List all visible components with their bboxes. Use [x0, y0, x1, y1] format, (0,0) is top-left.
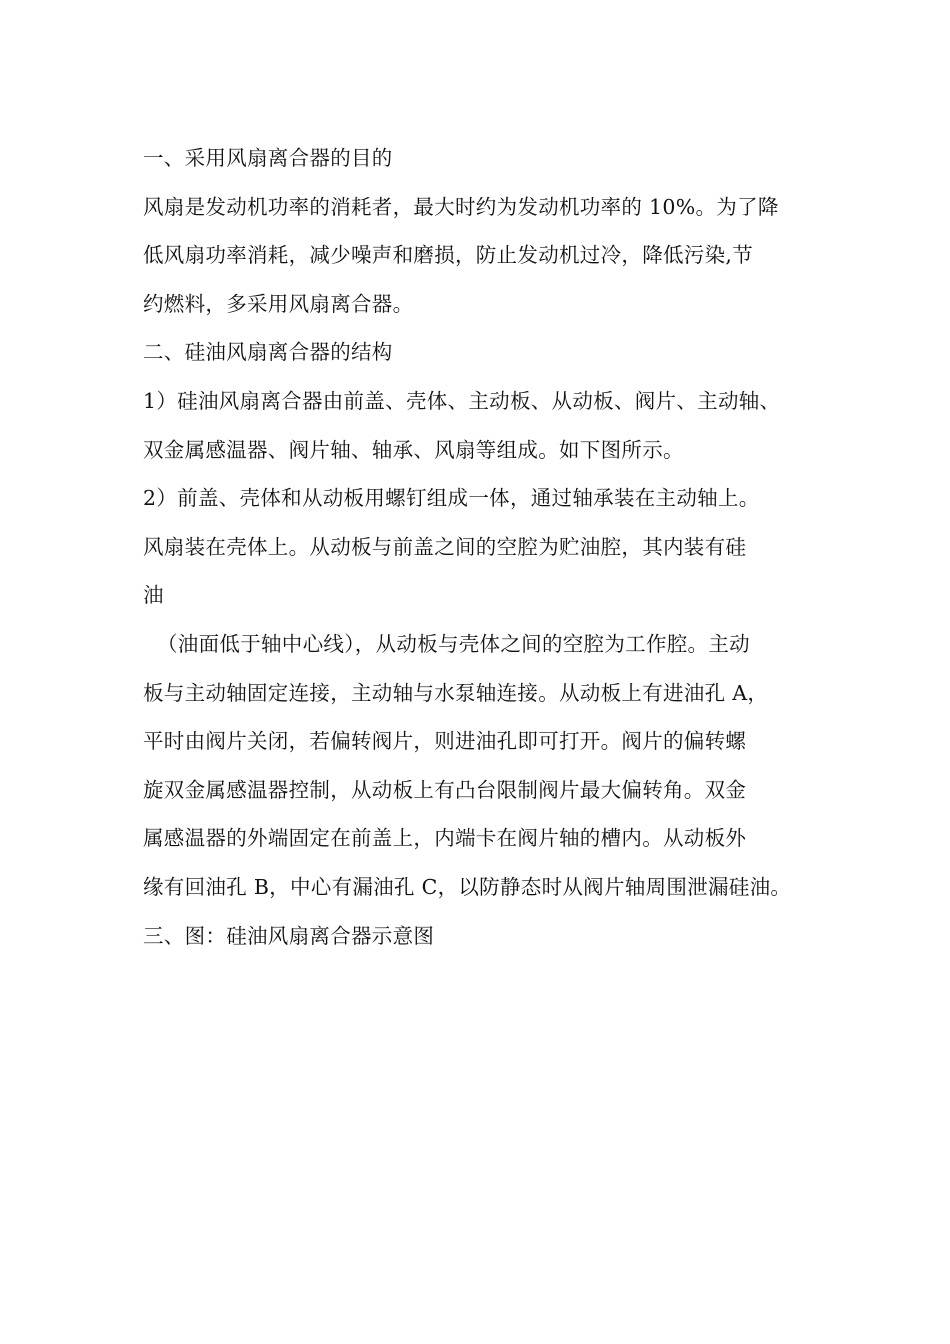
paragraph-line: 缘有回油孔 B，中心有漏油孔 C，以防静态时从阀片轴周围泄漏硅油。 [143, 874, 792, 899]
paragraph-line: 风扇是发动机功率的消耗者，最大时约为发动机功率的 10%。为了降 [143, 194, 779, 219]
paragraph-line: 属感温器的外端固定在前盖上，内端卡在阀片轴的槽内。从动板外 [143, 826, 747, 851]
paragraph-line: 低风扇功率消耗，减少噪声和磨损，防止发动机过冷，降低污染,节 [143, 243, 754, 268]
paragraph-line: 旋双金属感温器控制，从动板上有凸台限制阀片最大偏转角。双金 [143, 777, 747, 802]
paragraph-line: 2）前盖、壳体和从动板用螺钉组成一体，通过轴承装在主动轴上。 [143, 486, 760, 511]
paragraph-line: 1）硅油风扇离合器由前盖、壳体、主动板、从动板、阀片、主动轴、 [143, 388, 781, 413]
section-heading-figure: 三、图：硅油风扇离合器示意图 [143, 923, 435, 948]
paragraph-line: 油 [143, 583, 164, 608]
section-heading-structure: 二、硅油风扇离合器的结构 [143, 340, 393, 365]
paragraph-line: 平时由阀片关闭，若偏转阀片，则进油孔即可打开。阀片的偏转螺 [143, 729, 747, 754]
paragraph-line: 双金属感温器、阀片轴、轴承、风扇等组成。如下图所示。 [143, 437, 684, 462]
section-heading-purpose: 一、采用风扇离合器的目的 [143, 146, 393, 170]
document-body [143, 138, 823, 964]
paragraph-line: 约燃料，多采用风扇离合器。 [143, 291, 414, 316]
paragraph-line: （油面低于轴中心线），从动板与壳体之间的空腔为工作腔。主动 [157, 631, 750, 656]
paragraph-line: 风扇装在壳体上。从动板与前盖之间的空腔为贮油腔，其内装有硅 [143, 534, 747, 559]
paragraph-line: 板与主动轴固定连接，主动轴与水泵轴连接。从动板上有进油孔 A， [143, 680, 769, 705]
